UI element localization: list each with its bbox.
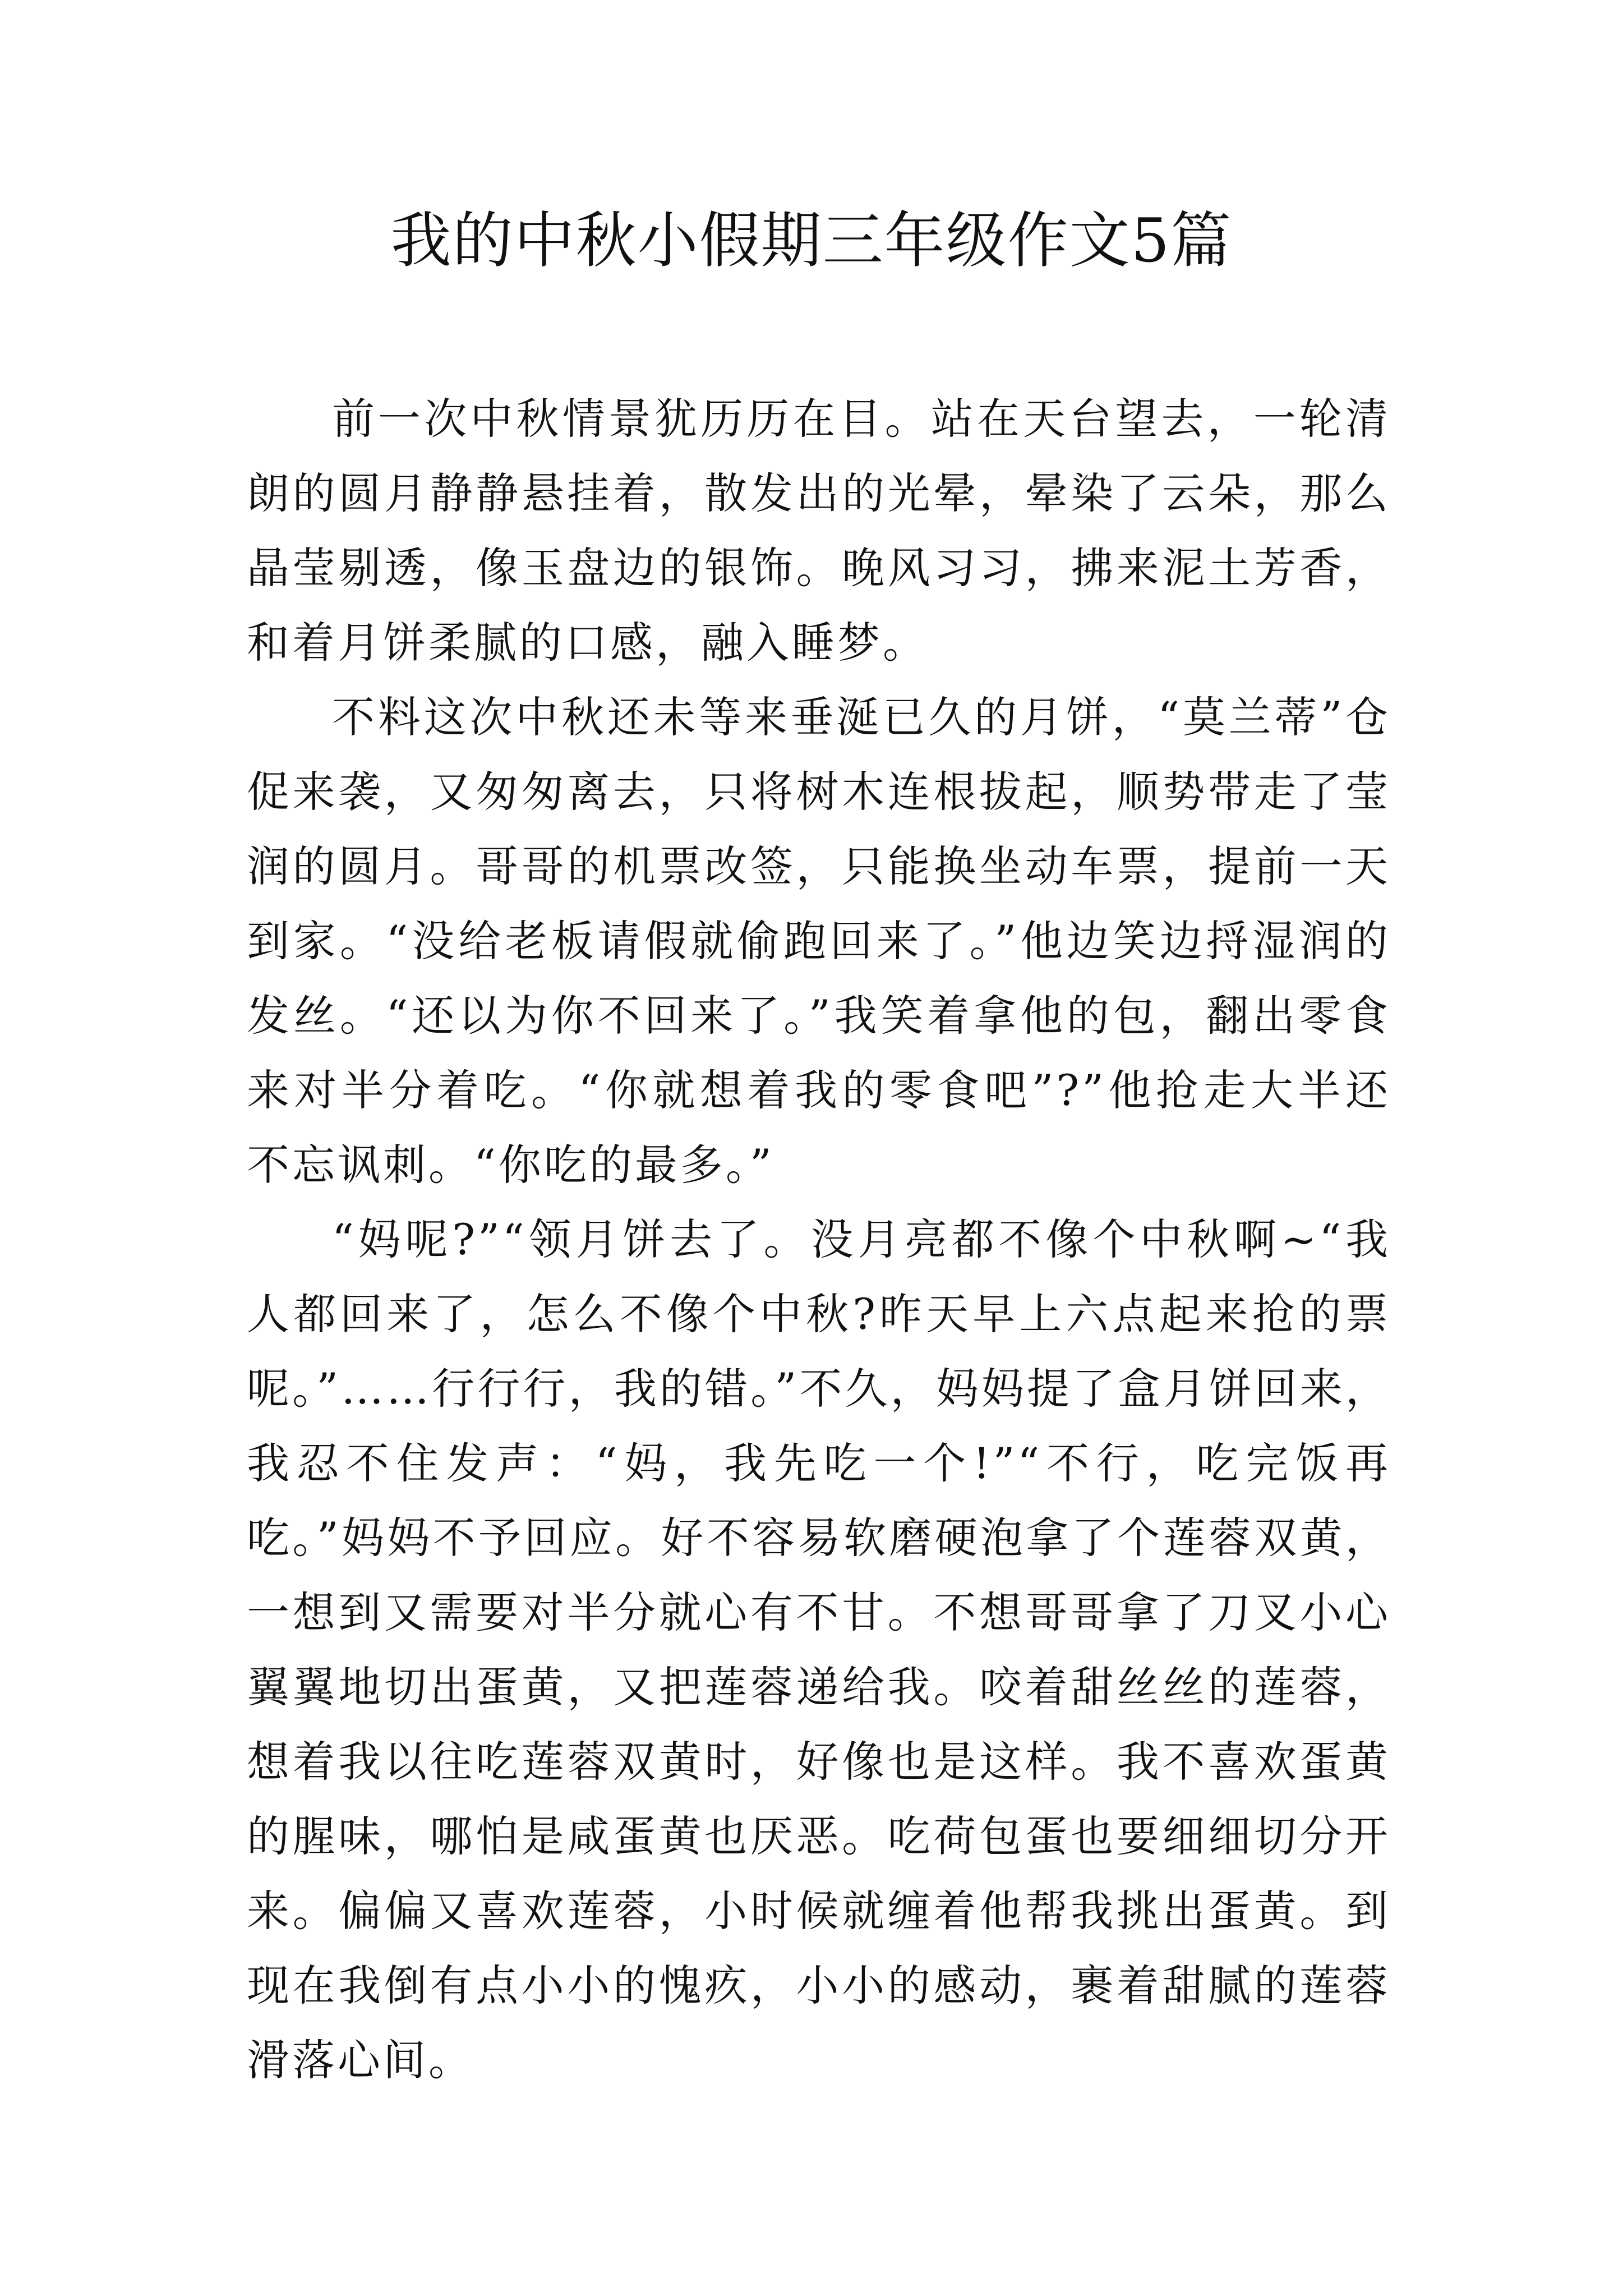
paragraph-3: “妈呢?”“领月饼去了。没月亮都不像个中秋啊~“我人都回来了，怎么不像个中秋?昨天早上六点起来抢的票呢。”……行行行，我的错。”不久，妈妈提了盒月饼回来，我忍不住发声：“妈，我先吃一个!”“不行，吃完饭再吃。”妈妈不予回应。好不容易软磨硬泡拿了个莲蓉双黄，一想到又需要对半分就心有不甘。不想哥哥拿了刀叉小心翼翼地切出蛋黄，又把莲蓉递给我。咬着甜丝丝的莲蓉，想着我以往吃莲蓉双黄时，好像也是这样。我不喜欢蛋黄的腥味，哪怕是咸蛋黄也厌恶。吃荷包蛋也要细细切分开来。偏偏又喜欢莲蓉，小时候就缠着他帮我挑出蛋黄。到现在我倒有点小小的愧疚，小小的感动，裹着甜腻的莲蓉滑落心间。	[247, 1214, 1391, 2085]
paragraph-1: 前一次中秋情景犹历历在目。站在天台望去，一轮清朗的圆月静静悬挂着，散发出的光晕，晕染了云朵，那么晶莹剔透，像玉盘边的银饰。晚风习习，拂来泥土芳香，和着月饼柔腻的口感，融入睡梦。	[247, 394, 1391, 668]
paragraph-2: 不料这次中秋还未等来垂涎已久的月饼，“莫兰蒂”仓促来袭，又匆匆离去，只将树木连根拔起，顺势带走了莹润的圆月。哥哥的机票改签，只能换坐动车票，提前一天到家。“没给老板请假就偷跑回来了。”他边笑边捋湿润的发丝。“还以为你不回来了。”我笑着拿他的包，翻出零食来对半分着吃。“你就想着我的零食吧”?”他抢走大半还不忘讽刺。“你吃的最多。”	[247, 692, 1391, 1190]
document-body	[247, 381, 1391, 2097]
document-title: 我的中秋小假期三年级作文5篇	[390, 206, 1233, 276]
